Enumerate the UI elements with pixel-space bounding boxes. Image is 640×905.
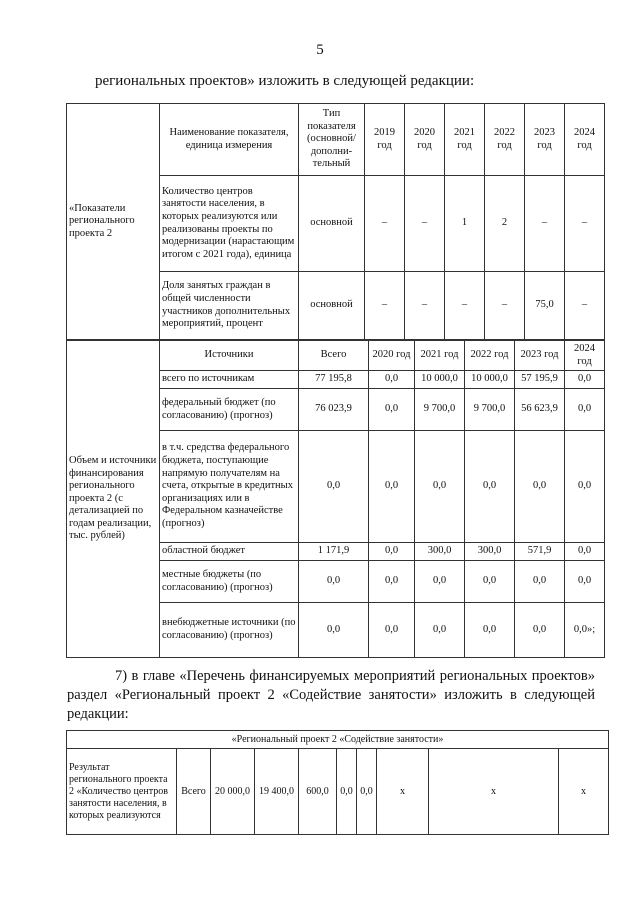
financing-section-label: Объем и источники финансирования регионального проекта 2 (с детализацией по годам реализации, тыс. рублей)	[67, 341, 160, 658]
source-value: 0,0	[369, 371, 415, 389]
source-value: 0,0	[515, 431, 565, 543]
source-value: 300,0	[415, 543, 465, 561]
source-value: 0,0	[515, 603, 565, 658]
source-total: 76 023,9	[299, 389, 369, 431]
source-value: 9 700,0	[415, 389, 465, 431]
source-value: 300,0	[465, 543, 515, 561]
result-value: 19 400,0	[255, 749, 299, 835]
total-label: Всего	[177, 749, 211, 835]
header-year: 2022 год	[465, 341, 515, 371]
paragraph-7: 7) в главе «Перечень финансируемых мероприятий региональных проектов» раздел «Региональный проект 2 «Содействие занятости» изложить в следующей редакции:	[67, 668, 595, 722]
table-row	[67, 749, 609, 835]
indicator-value: –	[365, 272, 405, 340]
source-value: 0,0	[565, 371, 605, 389]
indicator-value: 1	[445, 176, 485, 272]
indicator-value: –	[565, 272, 605, 340]
result-value: 600,0	[299, 749, 337, 835]
source-value: 0,0	[465, 431, 515, 543]
header-year: 2023 год	[525, 104, 565, 176]
header-year: 2020 год	[405, 104, 445, 176]
header-year: 2024 год	[565, 341, 605, 371]
source-value: 0,0	[415, 603, 465, 658]
source-value: 56 623,9	[515, 389, 565, 431]
indicator-type: основной	[299, 176, 365, 272]
source-value: 0,0	[465, 561, 515, 603]
header-total: Всего	[299, 341, 369, 371]
source-value: 57 195,9	[515, 371, 565, 389]
intro-line: региональных проектов» изложить в следующей редакции:	[95, 73, 475, 89]
source-name: внебюджетные источники (по согласованию) (прогноз)	[160, 603, 299, 658]
source-value: 0,0	[369, 431, 415, 543]
source-value: 0,0	[515, 561, 565, 603]
source-name: в т.ч. средства федерального бюджета, поступающие напрямую получателям на счета, открытые в кредитных организациях или в Федеральном казначействе (прогноз)	[160, 431, 299, 543]
source-total: 0,0	[299, 431, 369, 543]
header-year: 2021 год	[415, 341, 465, 371]
result-value: 0,0	[337, 749, 357, 835]
source-total: 1 171,9	[299, 543, 369, 561]
indicator-name: Количество центров занятости населения, в которых реализуются или реализованы проекты по модернизации (нарастающим итогом с 2021 года), единица	[160, 176, 299, 272]
header-year: 2021 год	[445, 104, 485, 176]
source-total: 0,0	[299, 561, 369, 603]
indicator-value: –	[445, 272, 485, 340]
header-year: 2020 год	[369, 341, 415, 371]
source-name: федеральный бюджет (по согласованию) (прогноз)	[160, 389, 299, 431]
source-value: 0,0	[369, 389, 415, 431]
header-sources: Источники	[160, 341, 299, 371]
indicators-section-label: «Показатели регионального проекта 2	[67, 104, 160, 340]
source-value: 0,0	[565, 389, 605, 431]
result-name: Результат регионального проекта 2 «Количество центров занятости населения, в которых реализуются	[67, 749, 177, 835]
source-name: всего по источникам	[160, 371, 299, 389]
source-value: 0,0	[369, 543, 415, 561]
source-value: 0,0	[565, 561, 605, 603]
indicator-value: –	[405, 176, 445, 272]
source-value: 0,0	[415, 431, 465, 543]
source-value: 10 000,0	[415, 371, 465, 389]
source-name: областной бюджет	[160, 543, 299, 561]
source-name: местные бюджеты (по согласованию) (прогноз)	[160, 561, 299, 603]
indicator-name: Доля занятых граждан в общей численности участников дополнительных мероприятий, процент	[160, 272, 299, 340]
indicator-value: –	[485, 272, 525, 340]
header-year: 2023 год	[515, 341, 565, 371]
indicator-value: –	[405, 272, 445, 340]
page-number: 5	[316, 42, 324, 58]
project-table-title: «Региональный проект 2 «Содействие занятости»	[67, 731, 609, 749]
source-value: 0,0	[415, 561, 465, 603]
header-year: 2019 год	[365, 104, 405, 176]
source-value: 0,0»;	[565, 603, 605, 658]
indicator-value: –	[565, 176, 605, 272]
result-mark: x	[429, 749, 559, 835]
header-year: 2022 год	[485, 104, 525, 176]
source-total: 0,0	[299, 603, 369, 658]
source-value: 0,0	[369, 603, 415, 658]
result-value: 20 000,0	[211, 749, 255, 835]
header-year: 2024 год	[565, 104, 605, 176]
header-name: Наименование показателя, единица измерения	[160, 104, 299, 176]
source-value: 10 000,0	[465, 371, 515, 389]
indicators-table	[66, 103, 605, 340]
result-value: 0,0	[357, 749, 377, 835]
financing-table	[66, 340, 605, 658]
header-type: Тип показателя (основной/ дополни-тельный	[299, 104, 365, 176]
source-total: 77 195,8	[299, 371, 369, 389]
source-value: 0,0	[565, 543, 605, 561]
source-value: 9 700,0	[465, 389, 515, 431]
source-value: 0,0	[565, 431, 605, 543]
result-mark: x	[559, 749, 609, 835]
result-mark: x	[377, 749, 429, 835]
source-value: 0,0	[369, 561, 415, 603]
indicator-value: 2	[485, 176, 525, 272]
project-table	[66, 730, 609, 835]
indicator-value: –	[365, 176, 405, 272]
source-value: 0,0	[465, 603, 515, 658]
source-value: 571,9	[515, 543, 565, 561]
indicator-type: основной	[299, 272, 365, 340]
indicator-value: –	[525, 176, 565, 272]
indicator-value: 75,0	[525, 272, 565, 340]
